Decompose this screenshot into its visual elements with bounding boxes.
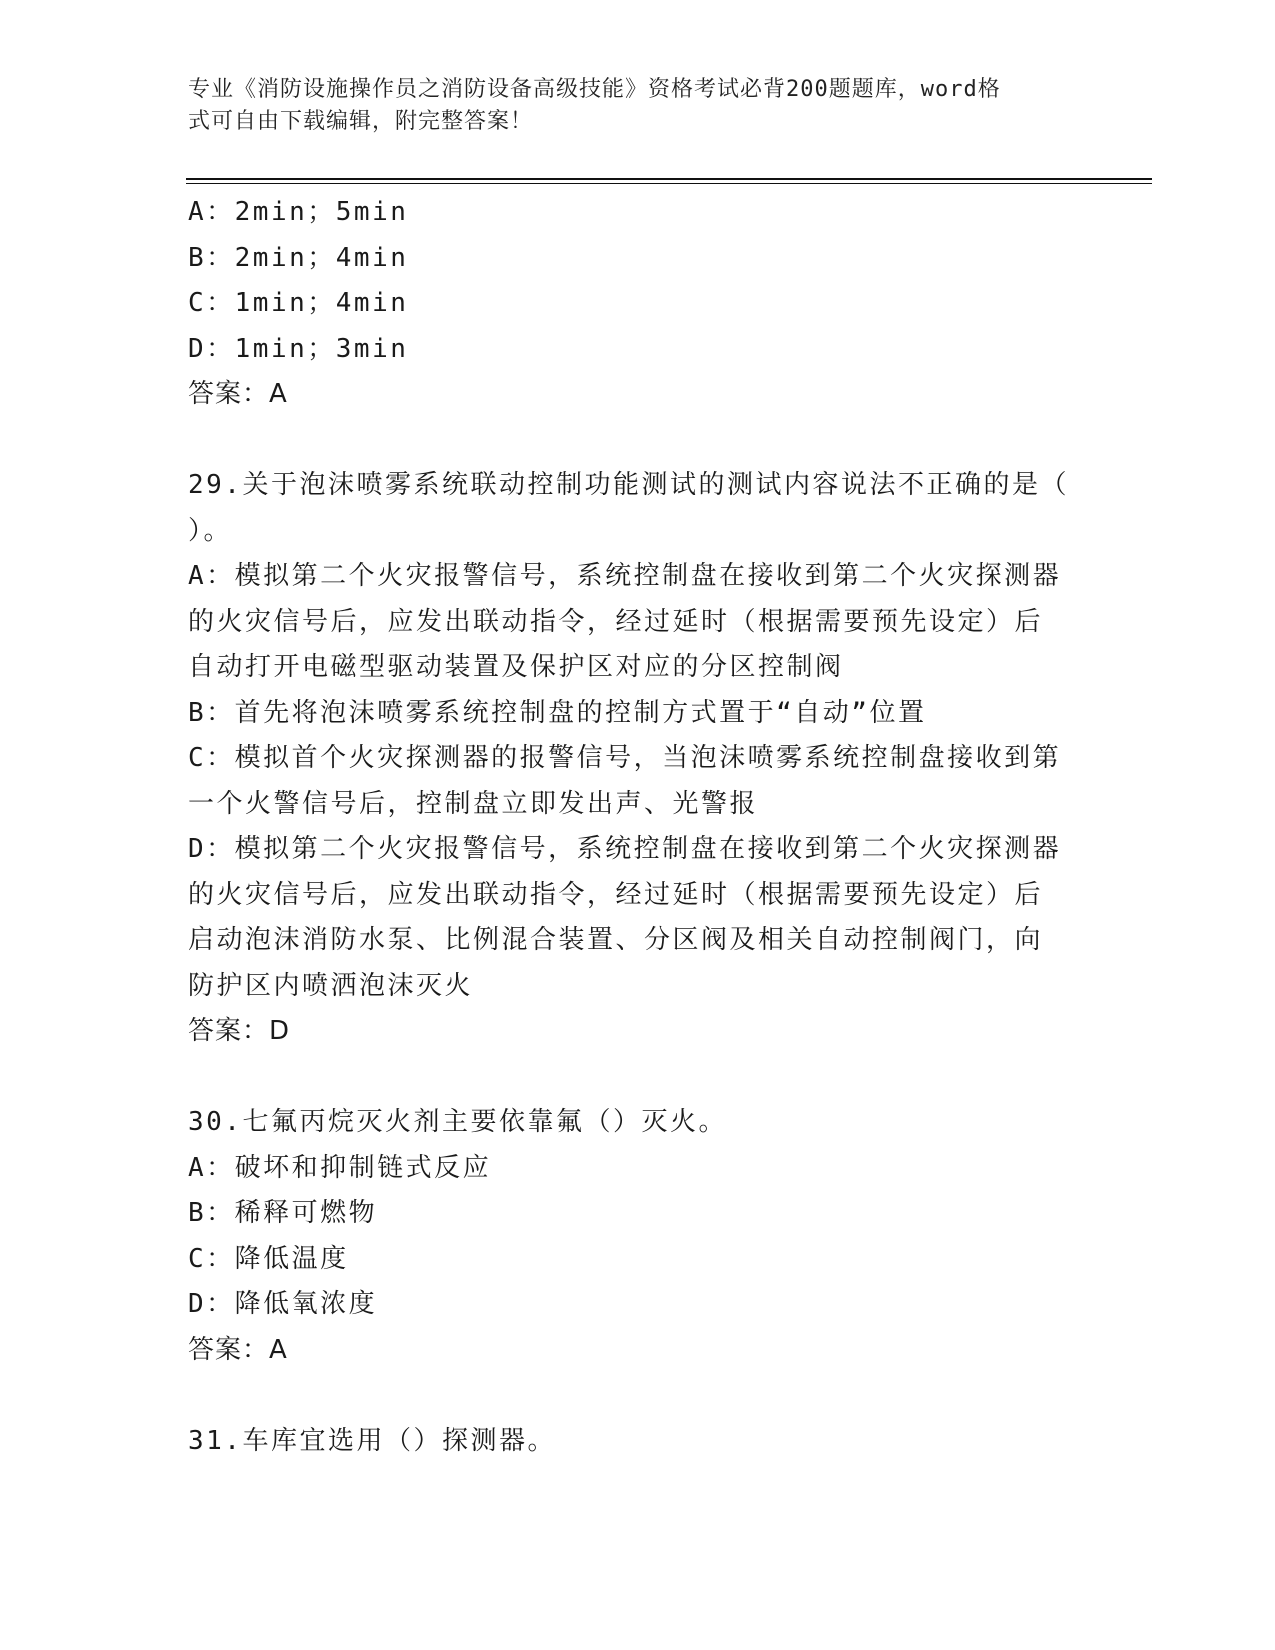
page-header xyxy=(188,74,1068,138)
question-29 xyxy=(188,463,1088,1055)
option-a: A：破坏和抑制链式反应 xyxy=(188,1152,492,1183)
spacer xyxy=(188,418,1088,464)
header-line-2: 式可自由下载编辑，附完整答案！ xyxy=(188,109,534,134)
option-a: A：2min；5min xyxy=(188,197,409,227)
option-d-cont: 的火灾信号后，应发出联动指令，经过延时（根据需要预先设定）后 xyxy=(188,879,1044,910)
option-c: C：模拟首个火灾探测器的报警信号，当泡沫喷雾系统控制盘接收到第 xyxy=(188,743,1062,773)
header-rule-thick xyxy=(186,178,1152,180)
question-stem: 31.车库宜选用（）探测器。 xyxy=(188,1425,556,1456)
option-a-cont: 的火灾信号后，应发出联动指令，经过延时（根据需要预先设定）后 xyxy=(188,606,1044,637)
question-stem: 29.关于泡沫喷雾系统联动控制功能测试的测试内容说法不正确的是（ xyxy=(188,470,1069,500)
option-d: D：降低氧浓度 xyxy=(188,1289,378,1319)
option-c-cont: 一个火警信号后，控制盘立即发出声、光警报 xyxy=(188,788,759,819)
option-b: B：2min；4min xyxy=(188,242,409,273)
option-d: D：1min；3min xyxy=(188,333,409,364)
header-line-1: 专业《消防设施操作员之消防设备高级技能》资格考试必背200题题库，word格 xyxy=(188,77,1001,102)
header-rule-thin xyxy=(186,183,1152,184)
answer-line: 答案：A xyxy=(188,379,288,409)
option-d-cont: 防护区内喷洒泡沫灭火 xyxy=(188,970,474,1001)
answer-line: 答案：A xyxy=(188,1334,288,1365)
question-stem: 30.七氟丙烷灭火剂主要依靠氟（）灭火。 xyxy=(188,1107,727,1137)
option-b: B：首先将泡沫喷雾系统控制盘的控制方式置于“自动”位置 xyxy=(188,697,927,728)
option-b: B：稀释可燃物 xyxy=(188,1198,378,1228)
question-content xyxy=(188,190,1088,1464)
question-30 xyxy=(188,1100,1088,1373)
question-31 xyxy=(188,1419,1088,1465)
option-d-cont: 启动泡沫消防水泵、比例混合装置、分区阀及相关自动控制阀门，向 xyxy=(188,925,1044,955)
option-c: C：降低温度 xyxy=(188,1243,349,1274)
answer-line: 答案：D xyxy=(188,1016,291,1046)
option-d: D：模拟第二个火灾报警信号，系统控制盘在接收到第二个火灾探测器 xyxy=(188,834,1062,864)
option-c: C：1min；4min xyxy=(188,288,409,318)
spacer xyxy=(188,1373,1088,1419)
question-28-tail xyxy=(188,190,1088,418)
spacer xyxy=(188,1055,1088,1101)
option-a: A：模拟第二个火灾报警信号，系统控制盘在接收到第二个火灾探测器 xyxy=(188,561,1062,591)
question-stem-cont: ）。 xyxy=(188,515,233,546)
option-a-cont: 自动打开电磁型驱动装置及保护区对应的分区控制阀 xyxy=(188,652,844,682)
